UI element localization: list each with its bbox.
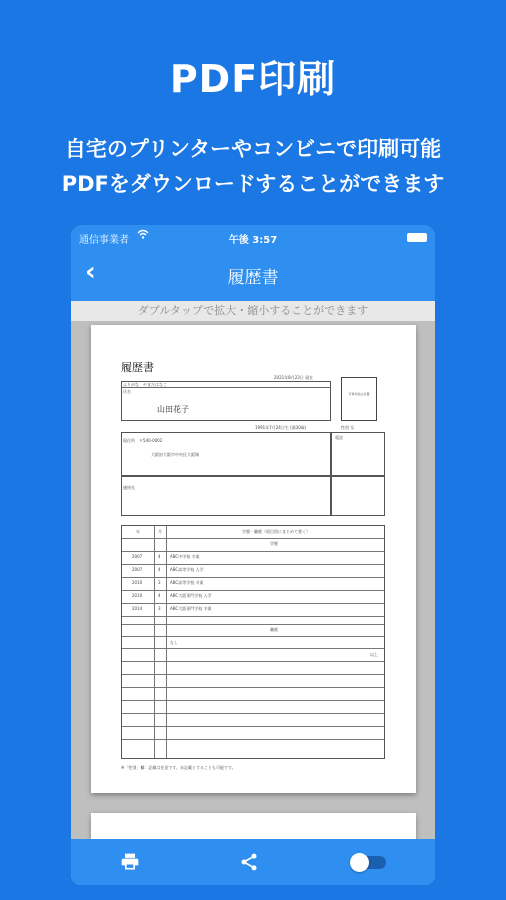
edu-year: 2007 [132, 567, 143, 572]
table-row [122, 551, 384, 552]
promo-subtitle-line-2: PDFをダウンロードすることができます [61, 172, 445, 196]
birth-date: 1991年7月24日生 (満30歳) [255, 425, 307, 430]
furigana-value: やまだはなこ [143, 382, 167, 387]
zoom-hint: ダブルタップで拡大・縮小することができます [71, 301, 435, 321]
photo-placeholder: 写真を貼る位置 [341, 377, 377, 421]
name-value: 山田花子 [157, 405, 189, 414]
edu-year: 2010 [132, 580, 143, 585]
education-label: 学歴 [270, 541, 278, 546]
table-row [122, 700, 384, 701]
contact-label: 連絡先 [123, 485, 135, 490]
table-row [122, 674, 384, 675]
header-item: 学歴・職歴（項目別にまとめて書く） [242, 529, 310, 534]
toggle-switch[interactable] [352, 856, 386, 869]
share-icon[interactable] [229, 839, 269, 885]
work-none: なし [170, 640, 178, 645]
edu-month: 4 [158, 554, 161, 559]
furigana-label: ふりがな [123, 382, 139, 387]
divider [166, 526, 167, 758]
table-row [122, 538, 384, 539]
gender: 性別 女 [341, 425, 355, 430]
edu-text: ABC高等学校 卒業 [170, 580, 204, 585]
edu-month: 3 [158, 606, 161, 611]
edu-text: ABC大阪専門学校 入学 [170, 593, 212, 598]
table-row [122, 661, 384, 662]
phone-label: 電話 [335, 435, 343, 440]
table-row [122, 713, 384, 714]
footnote: ※「性別」欄：記載は任意です。未記載とすることも可能です。 [121, 765, 236, 770]
printer-icon[interactable] [110, 839, 150, 885]
history-table [121, 525, 385, 759]
table-row [122, 687, 384, 688]
contact-phone-box [331, 476, 385, 516]
address-label: 現住所 [123, 438, 135, 443]
edu-year: 2014 [132, 606, 143, 611]
battery-icon [407, 233, 427, 242]
divider [154, 526, 155, 758]
carrier-label: 通信事業者 [79, 235, 129, 246]
edu-month: 3 [158, 580, 161, 585]
name-label: 氏名 [123, 389, 131, 394]
resume-document[interactable] [91, 325, 416, 793]
table-row [122, 726, 384, 727]
work-end: 以上 [370, 652, 378, 657]
edu-text: ABC中学校 卒業 [170, 554, 200, 559]
document-title: 履歴書 [121, 361, 154, 374]
edu-text: ABC高等学校 入学 [170, 567, 204, 572]
table-row [122, 577, 384, 578]
table-row [122, 603, 384, 604]
header-month: 月 [158, 529, 162, 534]
contact-box [121, 476, 331, 516]
edu-month: 4 [158, 593, 161, 598]
table-row [122, 739, 384, 740]
table-row [122, 564, 384, 565]
document-date: 2021年8月23日 現在 [274, 375, 314, 380]
work-label: 職歴 [270, 627, 278, 632]
edu-month: 4 [158, 567, 161, 572]
header-year: 年 [136, 529, 140, 534]
edu-year: 2010 [132, 593, 143, 598]
toggle-knob [350, 853, 369, 872]
status-bar [71, 229, 435, 247]
postal-code: 〒540-0002 [139, 438, 163, 443]
status-time: 午後 3:57 [228, 235, 278, 246]
app-bar [71, 225, 435, 301]
table-row [122, 616, 384, 617]
promo-headline: PDF印刷 [169, 57, 337, 101]
page-title: 履歴書 [227, 268, 279, 288]
table-row [122, 648, 384, 649]
edu-text: ABC大阪専門学校 卒業 [170, 606, 212, 611]
bottom-toolbar [71, 839, 435, 885]
promo-subtitle-line-1: 自宅のプリンターやコンビニで印刷可能 [64, 137, 442, 161]
table-row [122, 624, 384, 625]
address-value: 大阪府大阪市中央区大阪城 [151, 452, 199, 457]
table-row [122, 636, 384, 637]
chevron-left-icon[interactable]: ‹ [85, 257, 96, 287]
table-row [122, 590, 384, 591]
edu-year: 2007 [132, 554, 143, 559]
phone-screen [71, 225, 435, 885]
